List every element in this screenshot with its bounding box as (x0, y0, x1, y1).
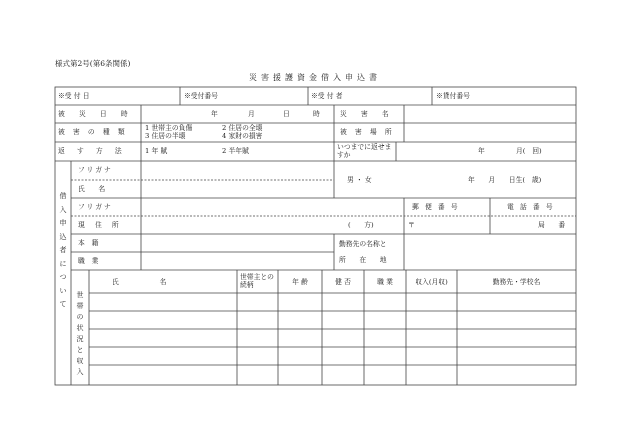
household-side-label: 世帯の状況と収入 (76, 291, 84, 376)
address-kata-field: ( 方) (348, 221, 374, 229)
repayment-method-label: 返 す 方 法 (58, 147, 127, 155)
household-workplace-header: 勤務先・学校名 (492, 278, 541, 286)
disaster-date-label: 被 災 日 時 (58, 110, 134, 118)
occupation-label: 職 業 (78, 257, 99, 265)
phone-suffix: 局 番 (538, 221, 566, 229)
repayment-annual: 1 年 賦 (145, 147, 168, 155)
receiver-label: ※受 付 者 (311, 92, 343, 100)
postal-code-label: 郵 便 番 号 (412, 203, 460, 211)
form-title: 災害援護資金借入申込書 (249, 73, 381, 82)
repayment-semiannual: 2 半年賦 (222, 147, 249, 155)
repayment-month-times: 月( 回) (516, 147, 542, 155)
disaster-month-unit: 月 (248, 110, 255, 118)
disaster-year-unit: 年 (211, 110, 218, 118)
postal-mark: 〒 (408, 221, 415, 229)
employer-label-1: 勤務先の名称と (339, 240, 387, 248)
name-label: 氏 名 (78, 185, 106, 193)
repayment-until-label: いつまでに返せますか (337, 143, 392, 159)
damage-place-label: 被 害 場 所 (340, 128, 395, 136)
household-job-header: 職 業 (377, 278, 393, 286)
loan-number-label: ※貸付番号 (436, 92, 470, 100)
gender-field: 男 ・ 女 (347, 176, 372, 184)
household-relation-header: 世帯主との続柄 (240, 273, 274, 289)
repayment-year-unit: 年 (478, 147, 485, 155)
damage-option-4: 4 家財の損害 (222, 132, 263, 140)
damage-option-1: 1 世帯主の負傷 (145, 124, 193, 132)
household-income-header: 収入(月収) (415, 278, 448, 286)
household-health-header: 健 否 (335, 278, 351, 286)
furigana-label: フリガナ (78, 166, 113, 174)
disaster-hour-unit: 時 (313, 110, 320, 118)
phone-number-label: 電 話 番 号 (507, 203, 555, 211)
disaster-day-unit: 日 (283, 110, 290, 118)
birth-date-field: 年 月 日生( 歳) (468, 176, 542, 184)
receipt-number-label: ※受付番号 (184, 92, 218, 100)
receipt-date-label: ※受 付 日 (58, 92, 90, 100)
damage-type-label: 被 害 の 種 類 (58, 128, 128, 136)
domicile-label: 本 籍 (78, 239, 99, 247)
furigana-label-2: フリガナ (78, 203, 113, 211)
damage-option-3: 3 住居の半壊 (145, 132, 186, 140)
address-label: 現 住 所 (78, 221, 123, 229)
damage-option-2: 2 住居の全壊 (222, 124, 263, 132)
disaster-name-label: 災 害 名 (340, 110, 395, 118)
employer-label-2: 所 在 地 (339, 256, 387, 264)
applicant-side-label: 借入申込者について (59, 192, 67, 308)
household-age-header: 年 齢 (292, 278, 308, 286)
form-number: 様式第2号(第6条関係) (55, 59, 131, 68)
household-name-header: 氏 名 (112, 278, 167, 286)
